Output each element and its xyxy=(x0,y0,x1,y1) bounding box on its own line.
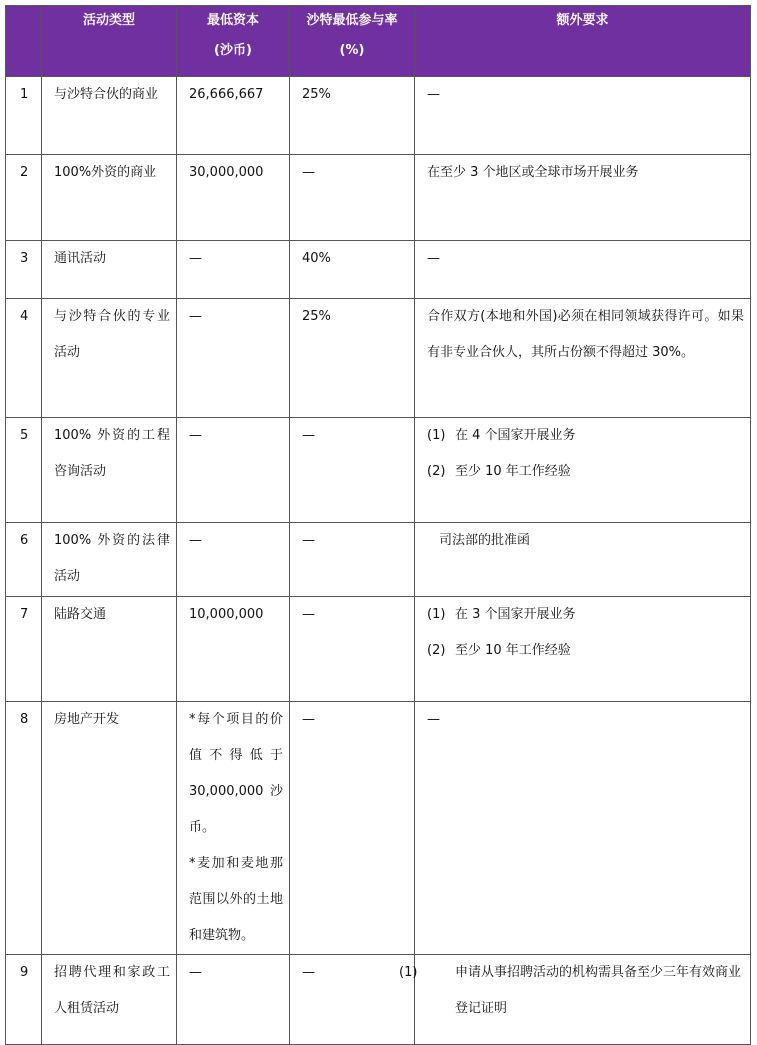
table-row xyxy=(6,955,751,1045)
row-number: 9 xyxy=(20,965,29,980)
item-text: 至少 10 年工作经验 xyxy=(455,643,571,658)
item-text: 在 3 个国家开展业务 xyxy=(455,607,576,622)
activity-type: 100%外资的商业 xyxy=(54,165,157,180)
item-label: (2) xyxy=(427,643,446,658)
row-number: 8 xyxy=(20,712,29,727)
item-label: (1) xyxy=(399,965,418,980)
activity-type: 陆路交通 xyxy=(54,607,107,622)
table-header-row xyxy=(6,6,751,77)
saudi-rate: 40% xyxy=(302,251,331,266)
table-row xyxy=(6,418,751,523)
item-label: (2) xyxy=(427,464,446,479)
list-item xyxy=(427,418,744,454)
activity-type: 通讯活动 xyxy=(54,251,107,266)
row-number: 5 xyxy=(20,428,29,443)
table-row xyxy=(6,241,751,299)
header-extra: 额外要求 xyxy=(415,6,751,77)
saudi-rate: — xyxy=(302,428,315,443)
row-number: 7 xyxy=(20,607,29,622)
saudi-rate: — xyxy=(302,533,315,548)
min-capital: — xyxy=(189,965,202,980)
table-row xyxy=(6,523,751,597)
item-text: 申请从事招聘活动的机构需具备至少三年有效商业登记证明 xyxy=(455,965,742,1016)
saudi-rate: 25% xyxy=(302,309,331,324)
item-text: 至少 10 年工作经验 xyxy=(455,464,571,479)
row-number: 1 xyxy=(20,87,29,102)
capital-note: *每个项目的价值不得低于30,000,000 沙币。 xyxy=(189,712,283,835)
item-label: (1) xyxy=(427,428,446,443)
item-text: 在 4 个国家开展业务 xyxy=(455,428,576,443)
table-row xyxy=(6,702,751,955)
saudi-rate: 25% xyxy=(302,87,331,102)
min-capital: — xyxy=(189,428,202,443)
min-capital xyxy=(177,694,289,954)
min-capital: — xyxy=(189,533,202,548)
min-capital: — xyxy=(189,309,202,324)
row-number: 6 xyxy=(20,533,29,548)
saudi-rate: — xyxy=(302,712,315,727)
activity-type: 房地产开发 xyxy=(54,712,120,727)
table-row xyxy=(6,155,751,241)
extra-requirement: — xyxy=(427,251,440,266)
header-saudi-line2: (%) xyxy=(339,43,365,58)
min-capital: — xyxy=(189,251,202,266)
activity-type: 100% 外资的工程咨询活动 xyxy=(54,428,170,479)
activity-type: 与沙特合伙的商业 xyxy=(54,87,159,102)
header-capital-line2: (沙币) xyxy=(214,43,252,58)
list-item xyxy=(427,597,744,633)
header-saudi-rate xyxy=(290,6,415,77)
row-number: 2 xyxy=(20,165,29,180)
extra-requirement: 在至少 3 个地区或全球市场开展业务 xyxy=(427,165,639,180)
list-item xyxy=(427,454,744,490)
extra-requirement: — xyxy=(427,87,440,102)
header-capital xyxy=(177,6,290,77)
activity-type: 与沙特合伙的专业活动 xyxy=(54,309,170,360)
extra-requirement xyxy=(415,589,750,669)
min-capital: 26,666,667 xyxy=(189,87,264,102)
header-capital-line1: 最低资本 xyxy=(206,13,259,28)
saudi-rate: — xyxy=(302,607,315,622)
activity-type: 招聘代理和家政工人租赁活动 xyxy=(54,965,170,1016)
list-item xyxy=(399,955,744,1027)
saudi-rate: — xyxy=(302,165,315,180)
table-row xyxy=(6,299,751,418)
min-capital: 10,000,000 xyxy=(189,607,264,622)
extra-requirement: — xyxy=(427,712,440,727)
row-number: 3 xyxy=(20,251,29,266)
extra-requirement: 合作双方(本地和外国)必须在相同领域获得许可。如果有非专业合伙人，其所占份额不得超过 30%。 xyxy=(427,309,744,360)
table-row xyxy=(6,77,751,155)
header-index xyxy=(6,6,42,77)
capital-note: *麦加和麦地那范围以外的土地和建筑物。 xyxy=(189,856,283,943)
extra-requirement xyxy=(415,410,750,490)
min-capital: 30,000,000 xyxy=(189,165,264,180)
header-saudi-line1: 沙特最低参与率 xyxy=(306,13,398,28)
item-label: (1) xyxy=(427,607,446,622)
header-activity: 活动类型 xyxy=(42,6,177,77)
activity-type: 100% 外资的法律活动 xyxy=(54,533,170,584)
list-item xyxy=(427,633,744,669)
table-row xyxy=(6,597,751,702)
row-number: 4 xyxy=(20,309,29,324)
requirements-table xyxy=(5,5,751,1045)
saudi-rate: — xyxy=(302,965,315,980)
extra-requirement: 司法部的批准函 xyxy=(439,533,531,548)
extra-requirement xyxy=(399,947,750,1027)
